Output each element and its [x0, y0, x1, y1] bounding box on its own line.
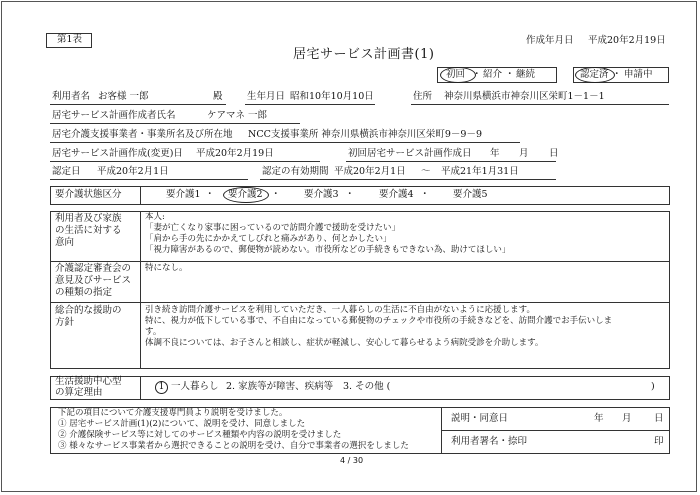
- user-name-label: 利用者名: [52, 91, 91, 102]
- validity-label: 認定の有効期間: [262, 166, 329, 177]
- care-level-sep-1: ・: [205, 189, 215, 200]
- validity-to: 平成21年1月31日: [441, 166, 519, 177]
- validity-separator: ～: [421, 166, 431, 177]
- approval-option-applying: 申請中: [624, 69, 653, 80]
- intent-line-1: 本人:: [145, 212, 165, 222]
- reason-label-1: 生活援助中心型: [55, 376, 122, 387]
- validity-from: 平成20年2月1日: [334, 166, 406, 177]
- reason-option-1: 一人暮らし: [171, 381, 219, 392]
- reason-option-2: 2. 家族等が障害、疾病等: [226, 381, 334, 392]
- birth-date-value: 昭和10年10月10日: [290, 91, 374, 102]
- user-name-value: お客様 一郎: [98, 91, 149, 102]
- care-level-sep-3: ・: [345, 189, 355, 200]
- reason-divider: [140, 376, 141, 400]
- policy-label-1: 総合的な援助の: [55, 305, 122, 316]
- intent-line-3: 「肩から手の先にかかえてしびれと痛みがあり、何とかしたい」: [145, 234, 392, 244]
- address-label: 住所: [413, 91, 433, 102]
- page-title: 居宅サービス計画書(1): [293, 47, 435, 62]
- policy-line-2: 特に、視力が低下している事で、不自由になっている郵便物のチェックや市役所の手続きなどを、訪問介護でお手伝いしま: [145, 316, 613, 326]
- user-name-underline: [50, 104, 226, 105]
- validity-underline: [260, 179, 556, 180]
- footer-right-row-line: [441, 430, 670, 431]
- reason-option-3: 3. その他 (: [343, 381, 391, 392]
- birth-date-label: 生年月日: [247, 91, 286, 102]
- planner-value: ケアマネ 一郎: [207, 110, 268, 121]
- footer-line-3: ② 介護保険サービス等に対してのサービス種類や内容の説明を受けました: [58, 430, 342, 440]
- birth-date-underline: [245, 104, 375, 105]
- intent-line-4: 「視力障害があるので、郵便物が読めない。市役所などの手続きもできない為、助けてほしい」: [145, 245, 511, 255]
- care-level-divider: [140, 186, 141, 205]
- intent-line-2: 「妻が亡くなり家事に困っているので訪問介護で援助を受けたい」: [145, 223, 401, 233]
- reason-label-2: の算定理由: [55, 387, 103, 398]
- plan-changed-underline: [50, 161, 320, 162]
- consent-month: 月: [622, 413, 632, 424]
- care-level-1: 要介護1: [166, 189, 201, 200]
- status-sep-1: ・: [472, 69, 482, 80]
- certification-date-value: 平成20年2月1日: [97, 166, 169, 177]
- status-sep-2: ・: [505, 69, 515, 80]
- initial-plan-label: 初回居宅サービス計画作成日: [348, 148, 472, 159]
- planner-label: 居宅サービス計画作成者氏名: [52, 110, 176, 121]
- policy-label-2: 方針: [55, 317, 75, 328]
- user-honorific: 殿: [213, 91, 223, 102]
- consent-date-label: 説明・同意日: [451, 413, 509, 424]
- intent-label-1: 利用者及び家族: [55, 213, 122, 224]
- address-underline: [411, 104, 669, 105]
- footer-line-4: ③ 様々なサービス事業者から選択できることの説明を受け、自分で事業者の選択をしました: [58, 441, 409, 451]
- planner-underline: [50, 123, 300, 124]
- address-value: 神奈川県横浜市神奈川区栄町1－1－1: [444, 91, 605, 102]
- care-level-2: 要介護2: [228, 189, 263, 200]
- care-level-5: 要介護5: [453, 189, 488, 200]
- care-level-box: [50, 186, 670, 205]
- initial-plan-month: 月: [519, 148, 529, 159]
- intent-label-2: の生活に対する: [55, 225, 122, 236]
- status-option-initial: 初回: [446, 69, 466, 80]
- care-level-3: 要介護3: [304, 189, 339, 200]
- committee-label-3: の種類の指定: [55, 287, 113, 298]
- main-table-row-line-2: [50, 302, 670, 303]
- page-number: 4 / 30: [340, 456, 364, 465]
- committee-label-2: 意見及びサービス: [55, 275, 132, 286]
- creation-date-value: 平成20年2月19日: [588, 35, 666, 46]
- plan-changed-label: 居宅サービス計画作成(変更)日: [52, 148, 183, 159]
- form-number: 第1表: [57, 34, 83, 45]
- office-label: 居宅介護支援事業者・事業所名及び所在地: [52, 129, 233, 140]
- certification-date-label: 認定日: [52, 166, 81, 177]
- footer-line-1: 下記の項目について介護支援専門員より説明を受けました。: [58, 408, 288, 418]
- status-option-continue: 継続: [516, 69, 536, 80]
- main-table-divider: [140, 211, 141, 369]
- footer-line-2: ① 居宅サービス計画(1)(2)について、説明を受け、同意しました: [58, 419, 306, 429]
- initial-plan-year: 年: [490, 148, 500, 159]
- seal-mark: 印: [654, 436, 664, 447]
- policy-line-1: 引き続き訪問介護サービスを利用していただき、一人暮らしの生活に不自由がないように応援します。: [145, 305, 535, 315]
- office-value: NCC支援事業所 神奈川県横浜市神奈川区栄町9－9－9: [248, 129, 483, 140]
- care-level-label: 要介護状態区分: [55, 189, 122, 200]
- plan-changed-value: 平成20年2月19日: [196, 148, 274, 159]
- initial-plan-underline: [346, 161, 556, 162]
- signature-label: 利用者署名・捺印: [451, 436, 528, 447]
- reason-option-1-circle: 1: [155, 381, 168, 394]
- care-level-4: 要介護4: [379, 189, 414, 200]
- policy-line-3: す。: [145, 327, 162, 337]
- main-table-row-line-1: [50, 261, 670, 262]
- intent-label-3: 意向: [55, 237, 75, 248]
- approval-sep: ・: [612, 69, 622, 80]
- committee-value: 特になし。: [145, 263, 188, 273]
- creation-date-label: 作成年月日: [526, 35, 574, 46]
- reason-close-paren: ): [651, 381, 655, 392]
- initial-plan-day: 日: [549, 148, 559, 159]
- care-level-sep-4: ・: [420, 189, 430, 200]
- status-option-referral: 紹介: [483, 69, 503, 80]
- approval-option-certified: 認定済: [580, 69, 609, 80]
- consent-day: 日: [654, 413, 664, 424]
- office-underline: [50, 142, 520, 143]
- certification-date-underline: [50, 179, 248, 180]
- committee-label-1: 介護認定審査会の: [55, 263, 132, 274]
- consent-year: 年: [594, 413, 604, 424]
- policy-line-4: 体調不良については、お子さんと相談し、症状が軽減し、安心して暮らせるよう病院受診を介助します。: [145, 338, 544, 348]
- care-level-sep-2: ・: [271, 189, 281, 200]
